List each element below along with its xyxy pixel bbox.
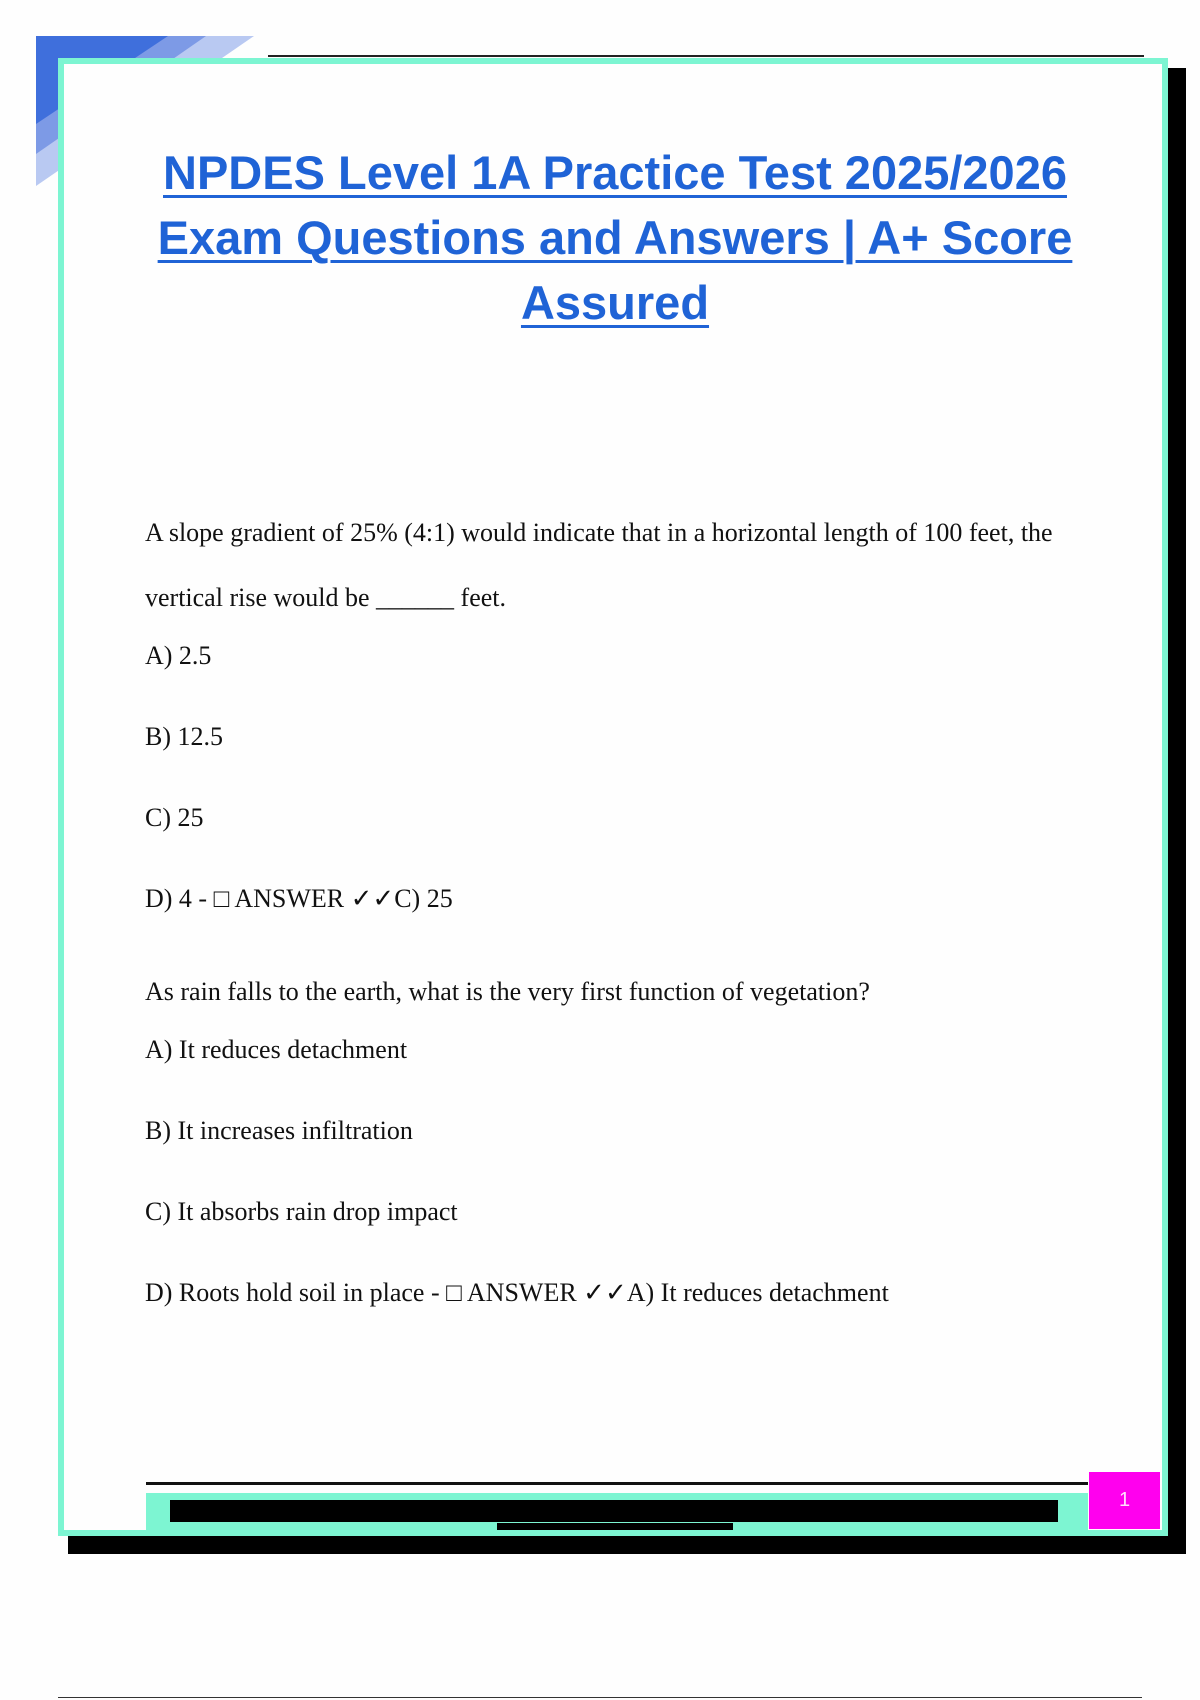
questions-content <box>145 500 1095 1310</box>
question-1-option-c: C) 25 <box>145 803 204 832</box>
title-line-2: Exam Questions and Answers | A+ Score <box>157 211 1073 264</box>
question-2-option-a: A) It reduces detachment <box>145 1035 408 1064</box>
question-2-option-b: B) It increases infiltration <box>145 1116 413 1145</box>
title-block <box>90 140 1140 335</box>
document-title[interactable] <box>90 140 1140 335</box>
title-line-3: Assured <box>520 276 710 329</box>
top-rule <box>268 55 1144 57</box>
footer-black-band <box>170 1500 1058 1522</box>
question-2-option-d-answer: D) Roots hold soil in place - □ ANSWER ✓✓A) It reduces detachment <box>145 1278 889 1307</box>
page-number-badge: 1 <box>1089 1472 1160 1529</box>
title-line-1: NPDES Level 1A Practice Test 2025/2026 <box>163 146 1067 199</box>
question-1-option-b: B) 12.5 <box>145 722 223 751</box>
question-1-text: A slope gradient of 25% (4:1) would indicate that in a horizontal length of 100 feet, the vertical rise would be ______ feet. <box>145 518 1053 612</box>
footer-rule <box>146 1482 1088 1485</box>
footer-short-line <box>497 1523 733 1530</box>
page-bottom-rule <box>58 1697 1142 1698</box>
question-1-option-d-answer: D) 4 - □ ANSWER ✓✓C) 25 <box>145 884 453 913</box>
question-1-option-a: A) 2.5 <box>145 641 212 670</box>
question-2-text: As rain falls to the earth, what is the very first function of vegetation? <box>145 977 870 1006</box>
question-2-option-c: C) It absorbs rain drop impact <box>145 1197 458 1226</box>
